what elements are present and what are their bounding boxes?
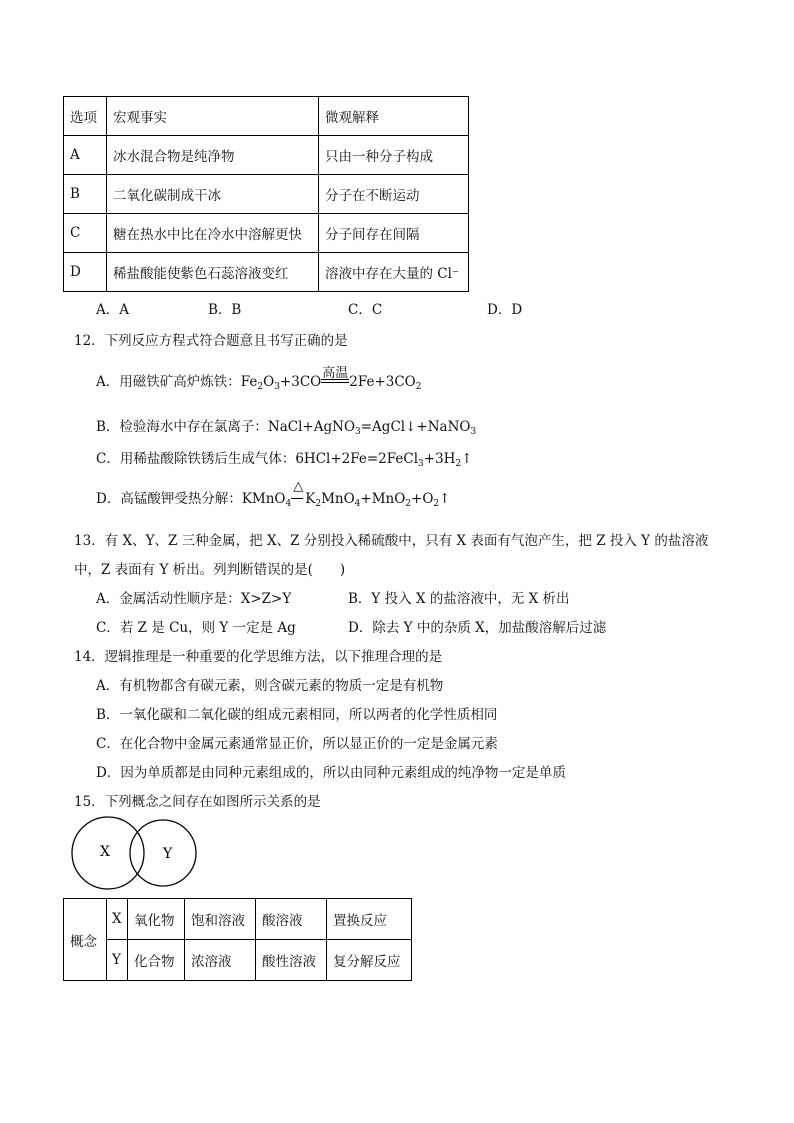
table-cell: 冰水混合物是纯净物 xyxy=(107,136,319,175)
venn-diagram xyxy=(70,816,200,892)
q14-option-d: D．因为单质都是由同种元素组成的，所以由同种元素组成的纯净物一定是单质 xyxy=(96,765,566,781)
q14-option-b: B．一氧化碳和二氧化碳的组成元素相同，所以两者的化学性质相同 xyxy=(96,707,498,723)
q14-option-a: A．有机物都含有碳元素，则含碳元素的物质一定是有机物 xyxy=(96,678,444,694)
q12-option-d xyxy=(96,479,451,509)
table-cell: C xyxy=(64,214,107,253)
q14-option-c: C．在化合物中金属元素通常显正价，所以显正价的一定是金属元素 xyxy=(96,736,498,752)
q13-stem-line2: 中，Z 表面有 Y 析出。列判断错误的是( ) xyxy=(74,562,346,578)
q12-option-b-equation: NaCl+AgNO$_3$=AgCl↓+NaNO$_3$ xyxy=(267,419,477,437)
table-cell: 稀盐酸能使紫色石蕊溶液变红 xyxy=(107,253,319,292)
q15-stem: 15．下列概念之间存在如图所示关系的是 xyxy=(74,794,321,810)
q12-option-c xyxy=(96,447,473,469)
q14-stem: 14．逻辑推理是一种重要的化学思维方法，以下推理合理的是 xyxy=(74,649,443,665)
q12-stem: 12．下列反应方程式符合题意且书写正确的是 xyxy=(74,333,348,349)
table-cell: D xyxy=(64,253,107,292)
table-cell: 置换反应 xyxy=(327,899,412,940)
table-cell: 复分解反应 xyxy=(327,940,412,981)
table-cell: 酸溶液 xyxy=(256,899,327,940)
table-cell: X xyxy=(107,899,128,940)
header-cell: 宏观事实 xyxy=(107,97,319,136)
table-cell: 分子间存在间隔 xyxy=(319,214,469,253)
table-cell: 饱和溶液 xyxy=(185,899,256,940)
header-cell: 选项 xyxy=(64,97,107,136)
q11-option-b: B．B xyxy=(208,302,242,318)
q12-option-c-text: C．用稀盐酸除铁锈后生成气体： xyxy=(96,451,296,467)
q15-table xyxy=(63,898,412,981)
table-cell: B xyxy=(64,175,107,214)
table-header-row xyxy=(64,97,469,136)
table-row xyxy=(64,175,469,214)
q13-option-d: D．除去 Y 中的杂质 X，加盐酸溶解后过滤 xyxy=(348,620,607,636)
table-cell: 化合物 xyxy=(128,940,185,981)
q12-option-b-text: B．检验海水中存在氯离子： xyxy=(96,419,268,435)
q12-option-c-equation: $6HCl+2Fe=2FeCl_3+3H_2↑$ xyxy=(295,451,473,469)
venn-label-y: Y xyxy=(163,846,173,862)
q13-option-a: A．金属活动性顺序是：X>Z>Y xyxy=(96,591,292,607)
table-cell: 二氧化碳制成干冰 xyxy=(107,175,319,214)
table-cell: Y xyxy=(107,940,128,981)
q13-option-c: C．若 Z 是 Cu，则 Y 一定是 Ag xyxy=(96,620,296,636)
condition-heat: △ xyxy=(293,479,304,494)
table-cell: 酸性溶液 xyxy=(256,940,327,981)
q12-option-d-equation: KMnO$_4$ △ $K_2MnO_4+MnO_2+O_2↑$ xyxy=(241,479,451,509)
table-row xyxy=(64,253,469,292)
q13-option-b: B．Y 投入 X 的盐溶液中，无 X 析出 xyxy=(348,591,570,607)
q11-option-a: A．A xyxy=(96,302,129,318)
table-row xyxy=(64,940,412,981)
header-cell: 微观解释 xyxy=(319,97,469,136)
q13-stem-line1: 13．有 X、Y、Z 三种金属，把 X、Z 分别投入稀硫酸中，只有 X 表面有气泡产生，把 Z 投入 Y 的盐溶液 xyxy=(74,533,709,549)
table-cell: 氧化物 xyxy=(128,899,185,940)
table-cell: 浓溶液 xyxy=(185,940,256,981)
q12-option-a xyxy=(96,366,422,392)
table-cell: A xyxy=(64,136,107,175)
q11-option-d: D．D xyxy=(487,302,523,318)
q12-option-a-text: A．用磁铁矿高炉炼铁： xyxy=(96,374,241,390)
table-row xyxy=(64,136,469,175)
table-cell: 糖在热水中比在冷水中溶解更快 xyxy=(107,214,319,253)
concept-label-cell: 概念 xyxy=(64,899,107,981)
condition-high-temperature: 高温 xyxy=(322,366,349,381)
table-cell: 分子在不断运动 xyxy=(319,175,469,214)
q11-table xyxy=(63,96,469,292)
venn-label-x: X xyxy=(100,844,110,860)
table-row xyxy=(64,899,412,940)
q12-option-b xyxy=(96,415,476,437)
q12-option-d-text: D．高锰酸钾受热分解： xyxy=(96,491,242,507)
q11-option-c: C．C xyxy=(348,302,383,318)
table-row xyxy=(64,214,469,253)
table-cell: 溶液中存在大量的 Cl⁻ xyxy=(319,253,469,292)
table-cell: 只由一种分子构成 xyxy=(319,136,469,175)
q12-option-a-equation: $Fe_2O_3+3CO$ 高温 $2Fe+3CO_2$ xyxy=(241,374,422,390)
